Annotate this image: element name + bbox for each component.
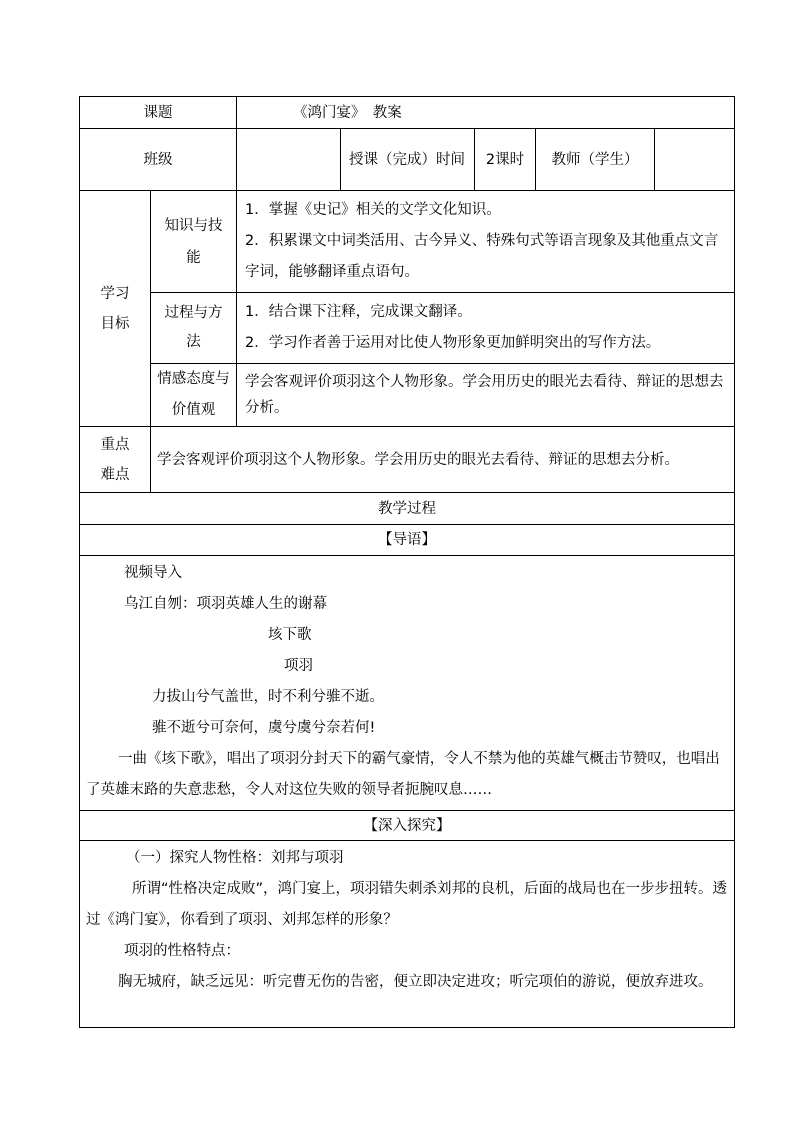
process-content [237,293,735,364]
intro-content-row [80,556,735,811]
process-label: 过程与方法 [151,293,237,364]
intro-content [80,556,735,811]
knowledge-item: 1．掌握《史记》相关的文学文化知识。 [245,202,501,218]
explore-line: 项羽的性格特点： [124,943,240,959]
intro-heading-row [80,525,735,556]
explore-heading-row [80,811,735,841]
process-title-row [80,493,735,525]
key-points-row [80,427,735,493]
knowledge-label: 知识与技能 [151,191,237,293]
topic-label: 课题 [80,97,237,129]
class-label: 班级 [80,129,237,191]
poem-author: 项羽 [284,658,313,674]
lesson-plan-table [79,96,735,1028]
explore-content [80,841,735,1028]
explore-content-row [80,841,735,1028]
time-label: 授课（完成）时间 [341,129,475,191]
process-item: 1．结合课下注释，完成课文翻译。 [245,304,472,320]
explore-line: （一）探究人物性格：刘邦与项羽 [126,850,344,866]
knowledge-item: 2．积累课文中词类活用、古今异义、特殊句式等语言现象及其他重点文言字词，能够翻译重点语句。 [245,233,719,280]
poem-line: 骓不逝兮可奈何，虞兮虞兮奈若何! [152,720,376,736]
emotion-label: 情感态度与价值观 [151,364,237,427]
class-row [80,129,735,191]
explore-heading: 【深入探究】 [80,811,735,841]
topic-value: 《鸿门宴》 教案 [237,97,735,129]
objective-knowledge-row [80,191,735,293]
explore-paragraph: 所谓“性格决定成败”，鸿门宴上，项羽错失刺杀刘邦的良机，后面的战局也在一步步扭转。透过《鸿门宴》，你看到了项羽、刘邦怎样的形象？ [86,881,728,928]
topic-row [80,97,735,129]
intro-line: 乌江自刎：项羽英雄人生的谢幕 [124,596,327,612]
knowledge-content [237,191,735,293]
class-value [237,129,341,191]
teacher-label: 教师（学生） [536,129,655,191]
objective-emotion-row [80,364,735,427]
intro-heading: 【导语】 [80,525,735,556]
time-value: 2课时 [475,129,536,191]
explore-paragraph: 胸无城府，缺乏远见：听完曹无伤的告密，便立即决定进攻；听完项伯的游说，便放弃进攻。 [118,974,713,990]
process-title: 教学过程 [80,493,735,525]
intro-line: 视频导入 [124,565,182,581]
process-item: 2．学习作者善于运用对比使人物形象更加鲜明突出的写作方法。 [245,335,661,351]
teacher-value [655,129,735,191]
objective-process-row [80,293,735,364]
key-points-content: 学会客观评价项羽这个人物形象。学会用历史的眼光去看待、辩证的思想去分析。 [151,427,735,493]
poem-line: 力拔山兮气盖世，时不利兮骓不逝。 [152,689,384,705]
objectives-label: 学习目标 [80,191,151,427]
intro-commentary: 一曲《垓下歌》，唱出了项羽分封天下的霸气豪情，令人不禁为他的英雄气概击节赞叹，也唱出了英雄末路的失意悲愁，令人对这位失败的领导者扼腕叹息…… [86,751,720,798]
emotion-content: 学会客观评价项羽这个人物形象。学会用历史的眼光去看待、辩证的思想去分析。 [237,364,735,427]
key-points-label: 重点难点 [80,427,151,493]
poem-title: 垓下歌 [268,627,312,643]
